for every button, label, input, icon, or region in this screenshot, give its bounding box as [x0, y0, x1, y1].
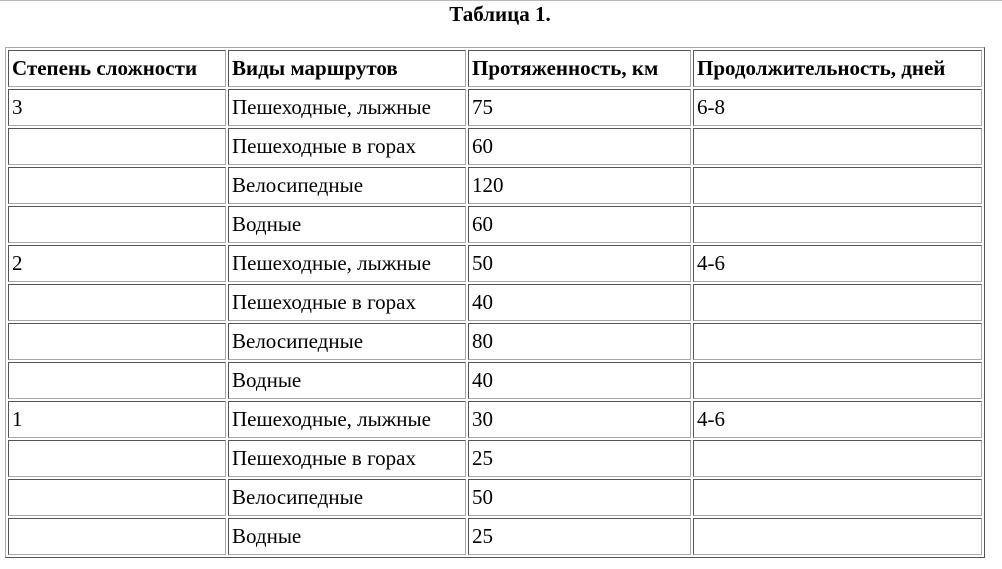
cell-difficulty — [8, 479, 226, 516]
cell-duration — [693, 323, 982, 360]
cell-difficulty — [8, 206, 226, 243]
cell-route-type: Водные — [228, 362, 466, 399]
header-duration: Продолжительность, дней — [693, 50, 982, 87]
cell-difficulty — [8, 323, 226, 360]
cell-length: 50 — [468, 245, 691, 282]
table-row — [8, 89, 982, 126]
header-difficulty: Степень сложности — [8, 50, 226, 87]
cell-length: 40 — [468, 362, 691, 399]
table-caption: Таблица 1. — [449, 2, 551, 26]
cell-duration: 4-6 — [693, 401, 982, 438]
cell-length: 25 — [468, 518, 691, 555]
cell-difficulty: 3 — [8, 89, 226, 126]
cell-length: 60 — [468, 128, 691, 165]
routes-table — [5, 47, 985, 558]
cell-length: 40 — [468, 284, 691, 321]
cell-duration: 6-8 — [693, 89, 982, 126]
table-row — [8, 167, 982, 204]
table-row — [8, 206, 982, 243]
cell-route-type: Пешеходные в горах — [228, 284, 466, 321]
cell-length: 50 — [468, 479, 691, 516]
cell-length: 80 — [468, 323, 691, 360]
table-row — [8, 128, 982, 165]
table-row — [8, 284, 982, 321]
cell-duration — [693, 440, 982, 477]
cell-route-type: Пешеходные в горах — [228, 440, 466, 477]
cell-duration — [693, 362, 982, 399]
cell-route-type: Велосипедные — [228, 323, 466, 360]
cell-route-type: Велосипедные — [228, 167, 466, 204]
cell-route-type: Велосипедные — [228, 479, 466, 516]
header-length: Протяженность, км — [468, 50, 691, 87]
cell-length: 60 — [468, 206, 691, 243]
table-body — [8, 89, 982, 555]
cell-duration — [693, 167, 982, 204]
cell-duration — [693, 206, 982, 243]
cell-route-type: Пешеходные, лыжные — [228, 401, 466, 438]
cell-difficulty: 1 — [8, 401, 226, 438]
cell-length: 30 — [468, 401, 691, 438]
cell-difficulty — [8, 518, 226, 555]
header-route-type: Виды маршрутов — [228, 50, 466, 87]
cell-difficulty — [8, 440, 226, 477]
cell-route-type: Пешеходные, лыжные — [228, 89, 466, 126]
cell-length: 75 — [468, 89, 691, 126]
table-row — [8, 479, 982, 516]
table-row — [8, 518, 982, 555]
table-row — [8, 245, 982, 282]
cell-length: 25 — [468, 440, 691, 477]
cell-difficulty — [8, 362, 226, 399]
table-row — [8, 440, 982, 477]
table-row — [8, 362, 982, 399]
table-header-row — [8, 50, 982, 87]
cell-route-type: Водные — [228, 206, 466, 243]
cell-duration: 4-6 — [693, 245, 982, 282]
cell-duration — [693, 479, 982, 516]
cell-difficulty: 2 — [8, 245, 226, 282]
cell-duration — [693, 518, 982, 555]
cell-duration — [693, 128, 982, 165]
cell-difficulty — [8, 167, 226, 204]
table-row — [8, 323, 982, 360]
cell-length: 120 — [468, 167, 691, 204]
cell-difficulty — [8, 284, 226, 321]
cell-route-type: Пешеходные, лыжные — [228, 245, 466, 282]
cell-difficulty — [8, 128, 226, 165]
cell-route-type: Пешеходные в горах — [228, 128, 466, 165]
cell-duration — [693, 284, 982, 321]
page-top-border — [0, 0, 1002, 1]
cell-route-type: Водные — [228, 518, 466, 555]
table-row — [8, 401, 982, 438]
